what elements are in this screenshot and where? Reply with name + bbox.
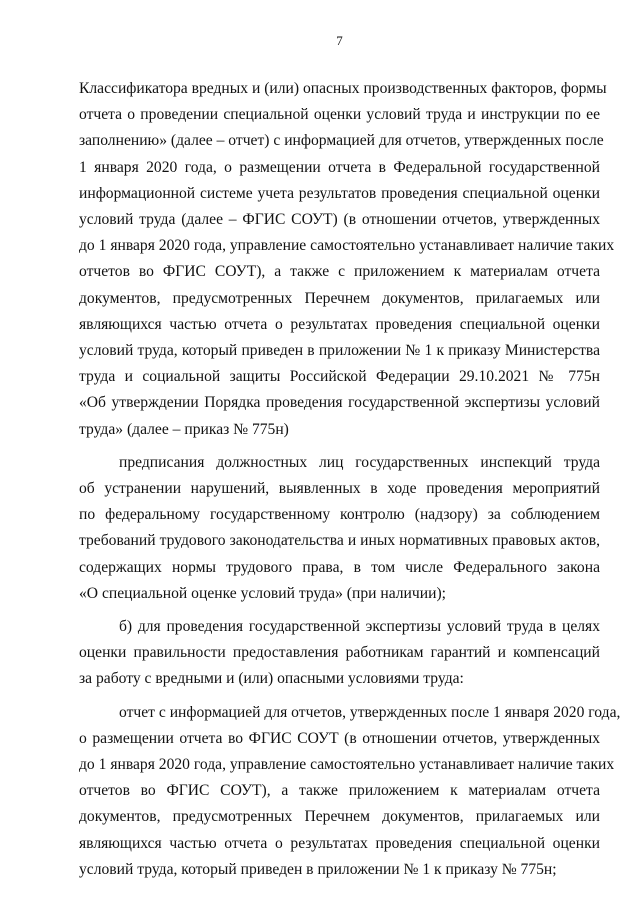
text-line: заполнению» (далее – отчет) с информацией для отчетов, утвержденных после: [79, 132, 604, 150]
text-line: отчета о проведении специальной оценки условий труда и инструкции по ее: [79, 106, 600, 124]
paragraph-report-requirement: [79, 700, 621, 883]
text-line: предписания должностных лиц государственных инспекций труда: [119, 453, 600, 471]
text-line: «О специальной оценке условий труда» (при наличии);: [79, 584, 446, 602]
text-line: за работу с вредными и (или) опасными условиями труда:: [79, 670, 464, 688]
text-line: являющихся частью отчета о результатах проведения специальной оценки: [79, 834, 600, 852]
text-line: труда» (далее – приказ № 775н): [79, 420, 289, 438]
text-line: б) для проведения государственной экспертизы условий труда в целях: [119, 618, 600, 636]
text-line: отчет с информацией для отчетов, утвержденных после 1 января 2020 года,: [119, 703, 621, 721]
text-line: содержащих нормы трудового права, в том числе Федерального закона: [79, 558, 600, 576]
text-line: «Об утверждении Порядка проведения государственной экспертизы условий: [79, 394, 600, 412]
text-line: документов, предусмотренных Перечнем документов, прилагаемых или: [79, 808, 600, 826]
text-line: отчетов во ФГИС СОУТ), а также приложением к материалам отчета: [79, 782, 600, 800]
text-line: Классификатора вредных и (или) опасных производственных факторов, формы: [79, 80, 607, 97]
text-line: условий труда (далее – ФГИС СОУТ) (в отношении отчетов, утвержденных: [79, 211, 600, 229]
text-line: до 1 января 2020 года, управление самостоятельно устанавливает наличие таких: [79, 237, 615, 255]
text-line: об устранении нарушений, выявленных в ходе проведения мероприятий: [79, 480, 600, 498]
text-line: являющихся частью отчета о результатах проведения специальной оценки: [79, 315, 600, 333]
text-line: отчетов во ФГИС СОУТ), а также с приложением к материалам отчета: [79, 263, 600, 281]
text-line: информационной системе учета результатов проведения специальной оценки: [79, 184, 600, 202]
text-line: требований трудового законодательства и иных нормативных правовых актов,: [79, 532, 600, 550]
text-line: 1 января 2020 года, о размещении отчета в Федеральной государственной: [79, 158, 600, 176]
text-line: условий труда, который приведен в приложении № 1 к приказу Министерства: [79, 342, 600, 360]
text-line: условий труда, который приведен в приложении № 1 к приказу № 775н;: [79, 860, 557, 878]
text-line: труда и социальной защиты Российской Федерации 29.10.2021 № 775н: [79, 368, 600, 386]
text-line: по федеральному государственному контролю (надзору) за соблюдением: [79, 506, 600, 524]
paragraph-item-b: [79, 614, 600, 693]
text-line: документов, предусмотренных Перечнем документов, прилагаемых или: [79, 289, 600, 307]
text-line: оценки правильности предоставления работникам гарантий и компенсаций: [79, 644, 600, 662]
paragraph-classifier-continuation: [79, 76, 615, 443]
page-number: 7: [336, 33, 343, 48]
text-line: до 1 января 2020 года, управление самостоятельно устанавливает наличие таких: [79, 756, 615, 774]
text-line: о размещении отчета во ФГИС СОУТ (в отношении отчетов, утвержденных: [79, 729, 600, 747]
paragraph-inspection-orders: [79, 450, 600, 607]
